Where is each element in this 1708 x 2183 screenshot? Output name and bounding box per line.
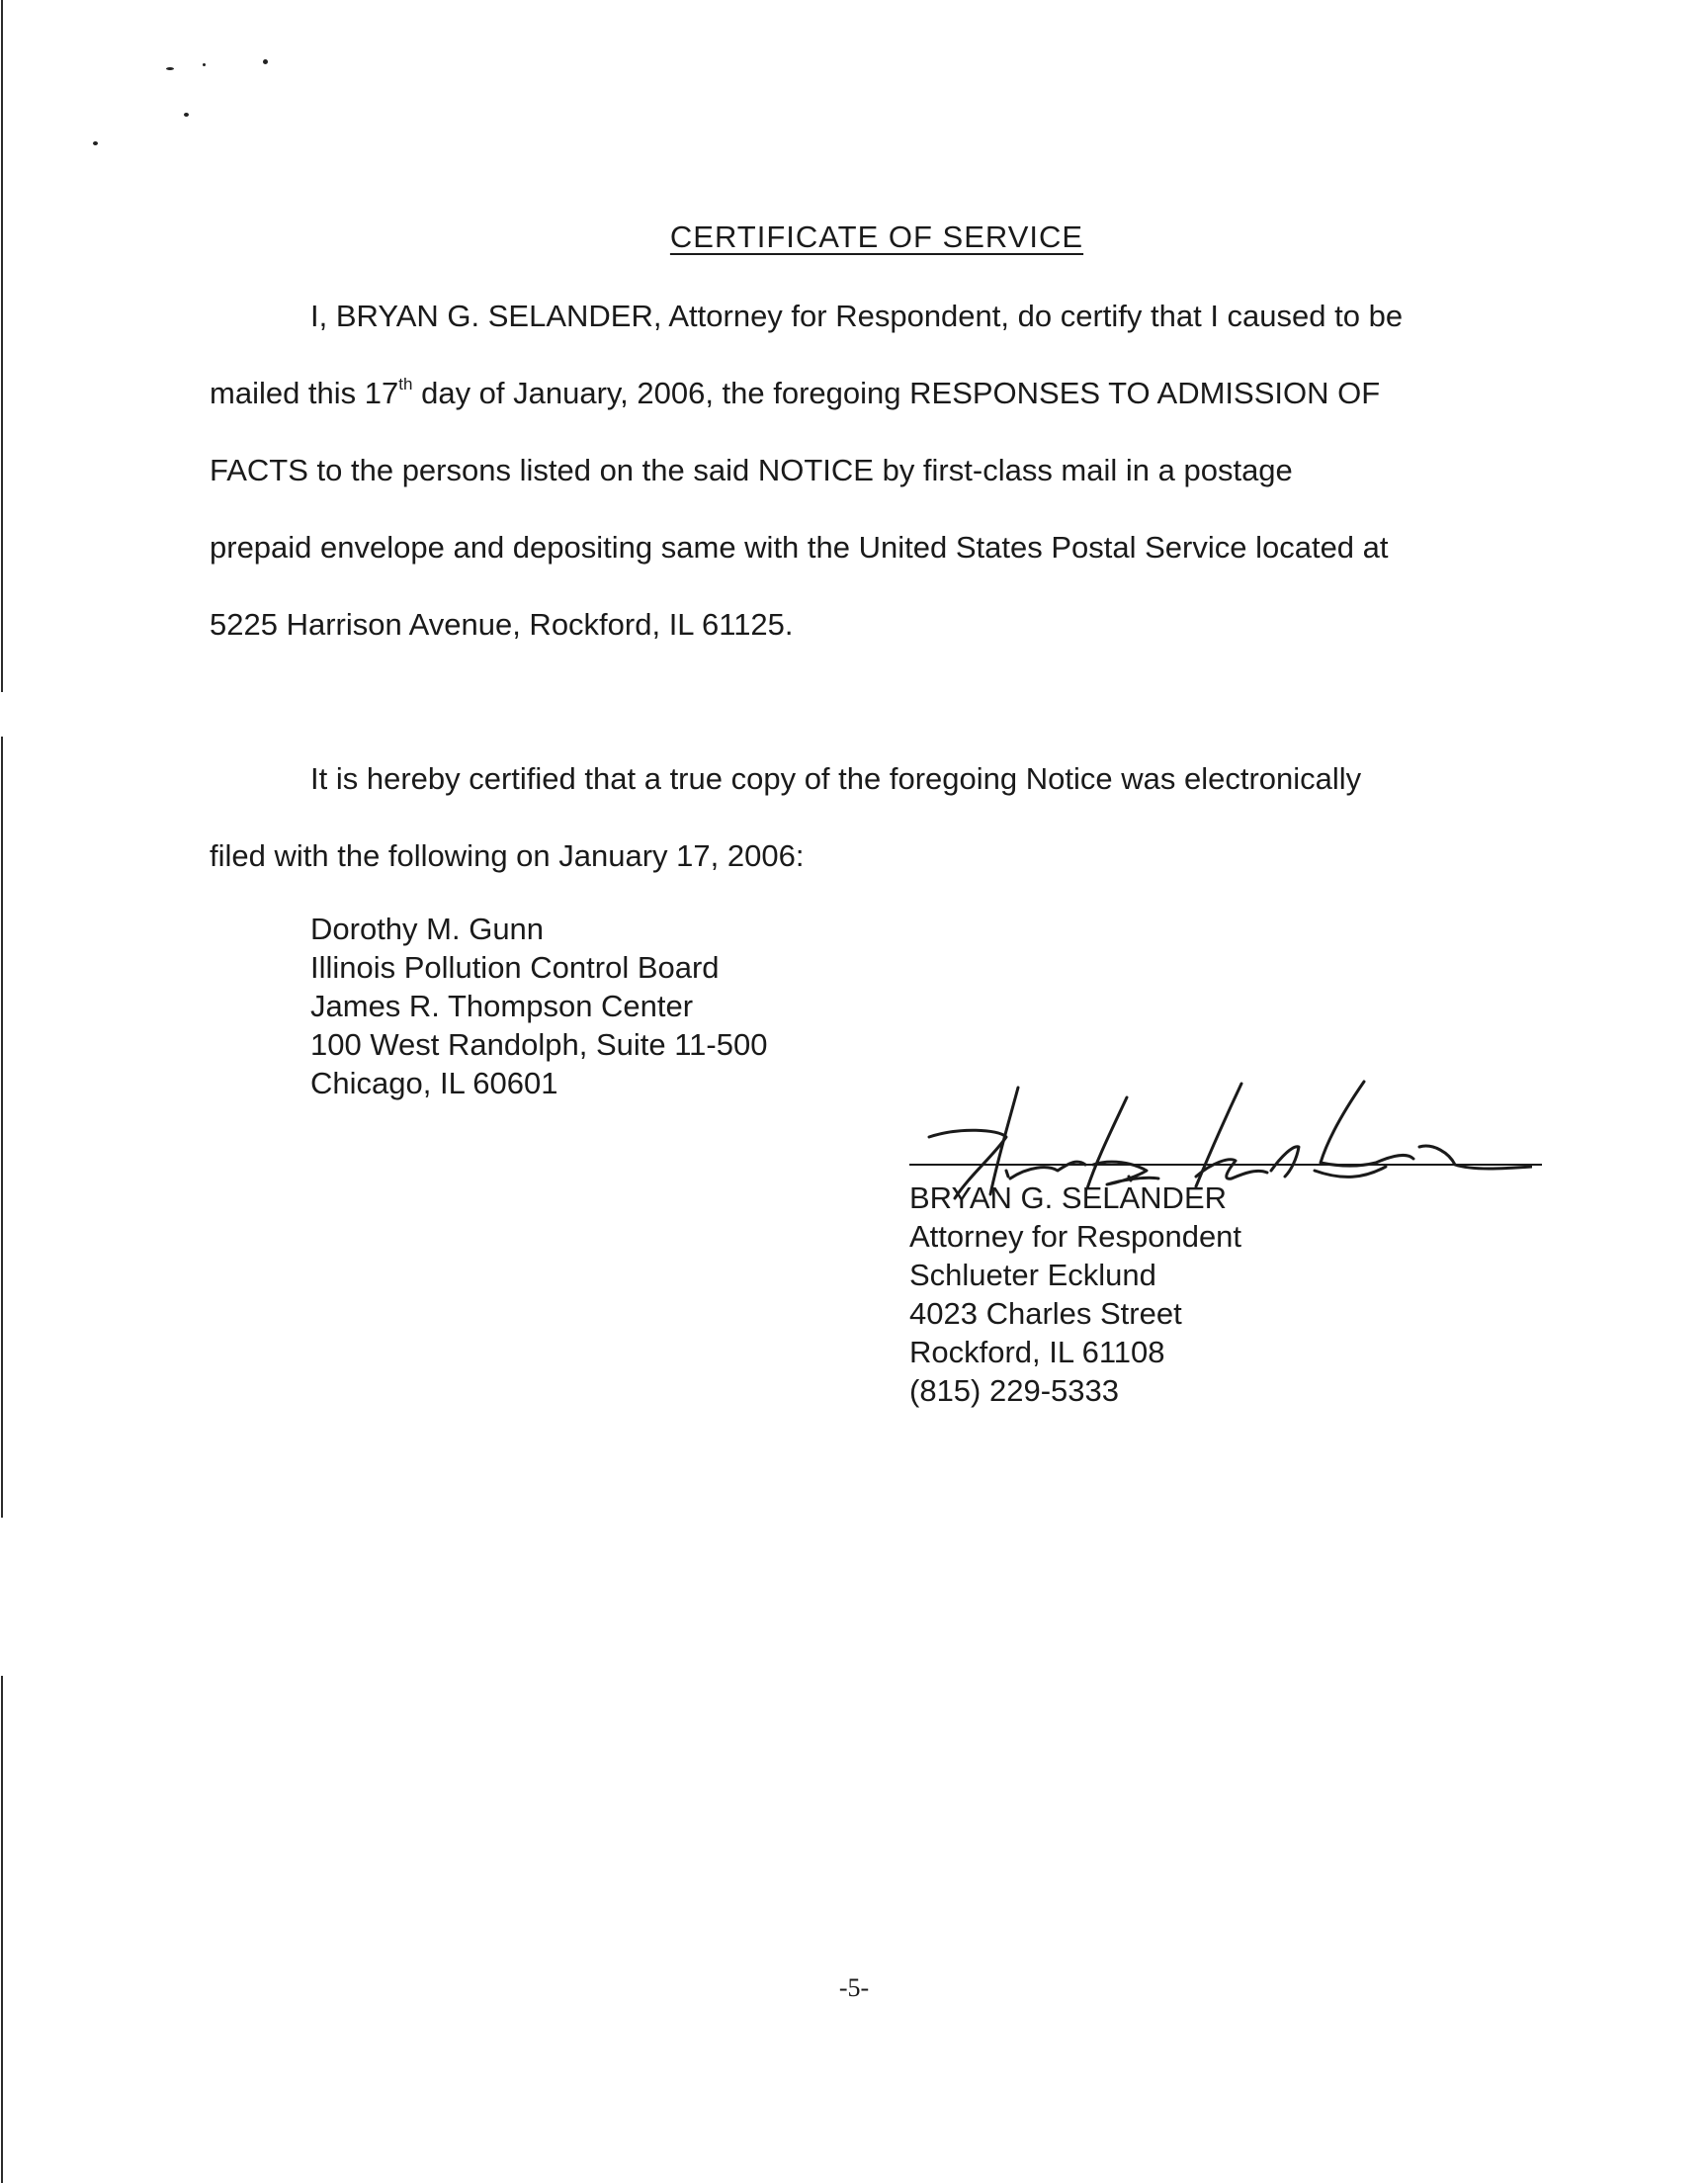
- paragraph1-line3: FACTS to the persons listed on the said NOTICE by first-class mail in a postage: [210, 453, 1293, 487]
- paragraph2-line2: filed with the following on January 17, 2006:: [210, 838, 805, 873]
- scan-speck: [93, 141, 98, 145]
- paragraph1-line4: prepaid envelope and depositing same with the United States Postal Service located at: [210, 530, 1389, 565]
- paragraph1-line1: I, BRYAN G. SELANDER, Attorney for Respondent, do certify that I caused to be: [310, 299, 1404, 333]
- paragraph1-line2-pre: mailed this 17: [210, 376, 399, 410]
- recipient-city: Chicago, IL 60601: [310, 1066, 558, 1100]
- recipient-street: 100 West Randolph, Suite 11-500: [310, 1027, 768, 1062]
- signature-line: [909, 1164, 1542, 1166]
- signatory-firm: Schlueter Ecklund: [909, 1258, 1156, 1292]
- paragraph1-line2: [210, 376, 1380, 411]
- signatory-name: BRYAN G. SELANDER: [909, 1180, 1228, 1215]
- paragraph1-line2-post: day of January, 2006, the foregoing RESPONSES TO ADMISSION OF: [412, 376, 1381, 410]
- scan-speck: [166, 67, 174, 70]
- signatory-street: 4023 Charles Street: [909, 1296, 1182, 1331]
- document-title: [0, 219, 1708, 255]
- scan-edge-line: [1, 1676, 3, 2183]
- scan-edge-line: [1, 0, 3, 692]
- signatory-phone: (815) 229-5333: [909, 1373, 1119, 1408]
- ordinal-suffix: th: [398, 375, 413, 393]
- recipient-name: Dorothy M. Gunn: [310, 912, 545, 946]
- scan-speck: [203, 63, 206, 66]
- recipient-building: James R. Thompson Center: [310, 989, 694, 1023]
- signatory-role: Attorney for Respondent: [909, 1219, 1242, 1254]
- recipient-address: [310, 910, 767, 1102]
- page-number: -5-: [838, 1973, 870, 2002]
- recipient-organization: Illinois Pollution Control Board: [310, 950, 720, 985]
- scan-edge-line: [1, 737, 3, 1518]
- signatory-city: Rockford, IL 61108: [909, 1335, 1165, 1369]
- scan-speck: [263, 59, 268, 64]
- document-title-text: CERTIFICATE OF SERVICE: [669, 219, 1084, 254]
- paragraph2-line1: It is hereby certified that a true copy of the foregoing Notice was electronically: [310, 761, 1362, 796]
- scan-speck: [184, 113, 189, 117]
- paragraph1-line5: 5225 Harrison Avenue, Rockford, IL 61125.: [210, 607, 794, 642]
- signature-block: [909, 1179, 1241, 1410]
